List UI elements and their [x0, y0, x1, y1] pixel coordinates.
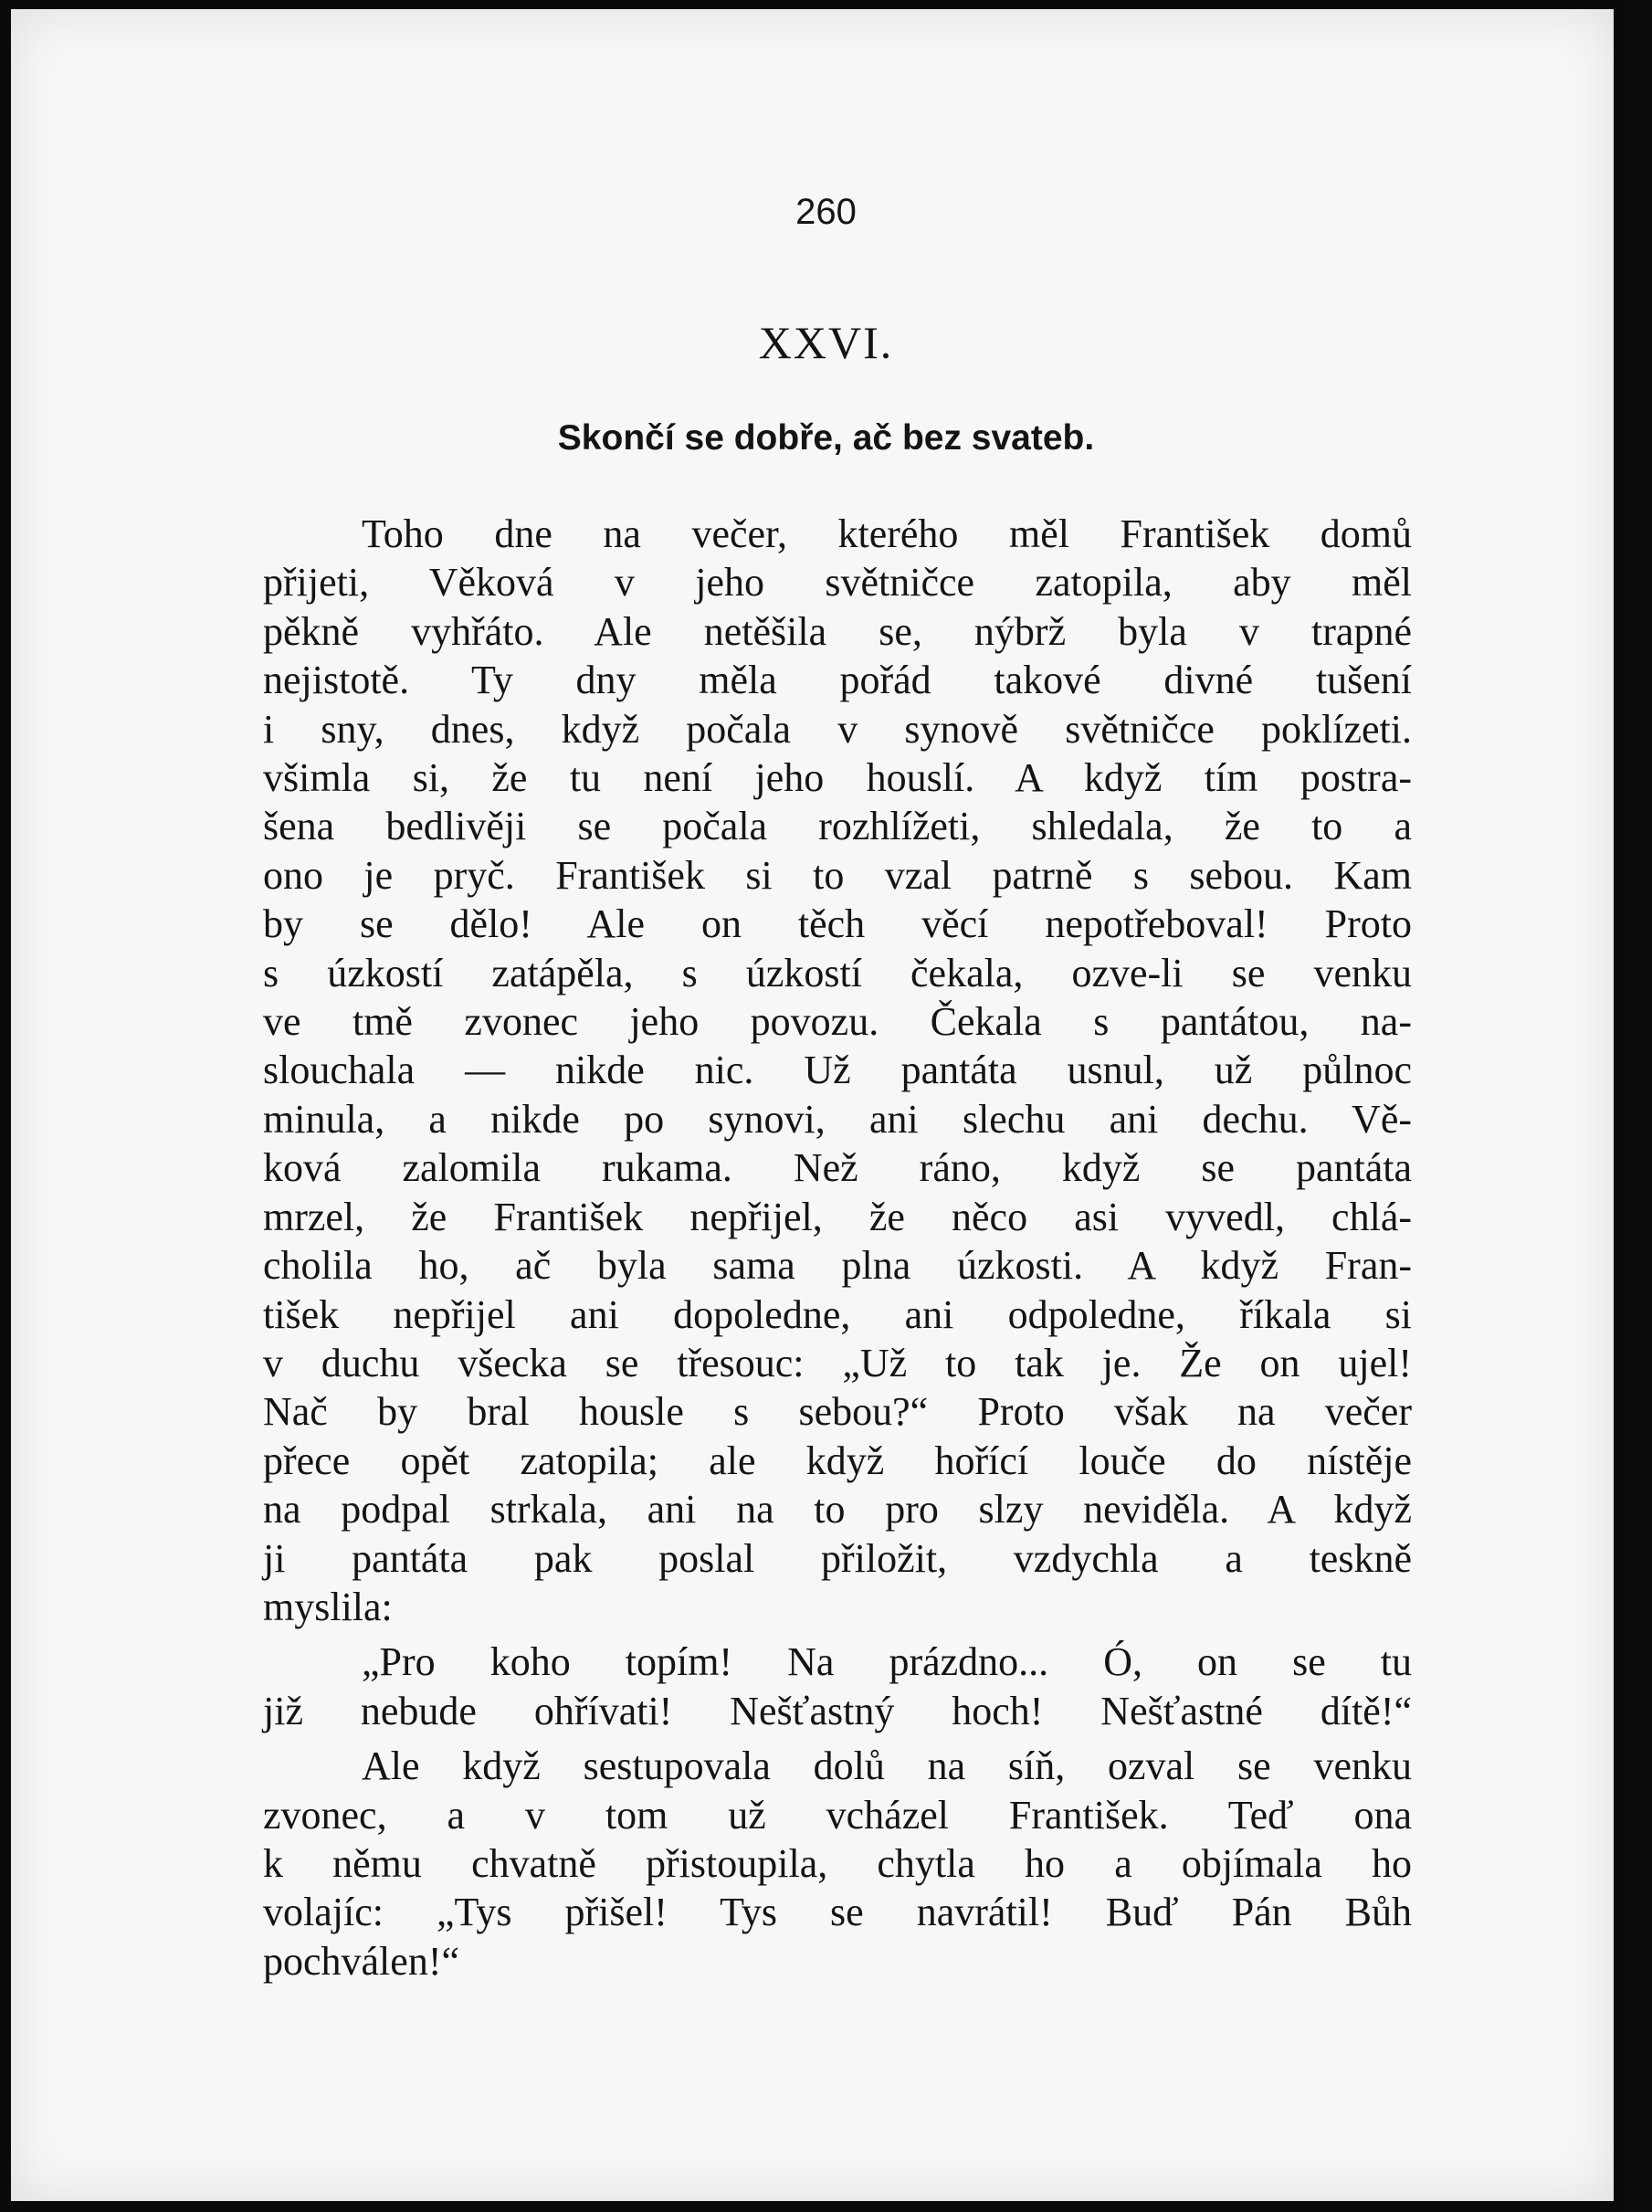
text-line: ono je pryč. František si to vzal patrně s sebou. Kam [263, 852, 1412, 898]
text-line: již nebude ohřívati! Nešťastný hoch! Nešťastné dítě!“ [263, 1688, 1412, 1733]
text-line: přece opět zatopila; ale když hořící louče do nístěje [263, 1438, 1412, 1483]
text-line: pochválen!“ [263, 1938, 459, 1984]
text-line: „Pro koho topím! Na prázdno... Ó, on se tu [362, 1639, 1412, 1685]
paragraph-3 [263, 1742, 1412, 1986]
text-line: přijeti, Věková v jeho světničce zatopila, aby měl [263, 560, 1412, 606]
chapter-title: Skončí se dobře, ač bez svateb. [557, 418, 1095, 458]
text-line: myslila: [263, 1584, 393, 1629]
text-line: na podpal strkala, ani na to pro slzy neviděla. A když [263, 1487, 1412, 1533]
page-number: 260 [795, 192, 857, 232]
body-text [263, 510, 1412, 1992]
chapter-number: XXVI. [758, 317, 894, 368]
text-line: Toho dne na večer, kterého měl František domů [362, 511, 1412, 556]
text-line: pěkně vyhřáto. Ale netěšila se, nýbrž byla v trapné [263, 608, 1412, 654]
text-line: nejistotě. Ty dny měla pořád takové divné tušení [263, 658, 1412, 703]
text-line: v duchu všecka se třesouc: „Už to tak je. Že on ujel! [263, 1340, 1412, 1385]
text-line: k němu chvatně přistoupila, chytla ho a objímala ho [263, 1840, 1412, 1886]
text-line: ve tmě zvonec jeho povozu. Čekala s pantátou, na- [263, 999, 1412, 1045]
text-line: minula, a nikde po synovi, ani slechu ani dechu. Vě- [263, 1096, 1412, 1142]
paragraph-2 [263, 1638, 1412, 1735]
text-line: volajíc: „Tys přišel! Tys se navrátil! Buď Pán Bůh [263, 1890, 1412, 1935]
text-line: ji pantáta pak poslal přiložit, vzdychla a teskně [263, 1535, 1412, 1581]
text-line: Ale když sestupovala dolů na síň, ozval se venku [362, 1743, 1412, 1789]
text-line: slouchala — nikde nic. Už pantáta usnul, už půlnoc [263, 1048, 1412, 1093]
text-line: ková zalomila rukama. Než ráno, když se pantáta [263, 1145, 1412, 1191]
text-line: by se dělo! Ale on těch věcí nepotřeboval! Proto [263, 901, 1412, 947]
text-line: cholila ho, ač byla sama plna úzkosti. A když Fran- [263, 1243, 1412, 1289]
text-line: všimla si, že tu není jeho houslí. A když tím postra- [263, 755, 1412, 801]
paragraph-1 [263, 510, 1412, 1631]
text-line: šena bedlivěji se počala rozhlížeti, shledala, že to a [263, 804, 1412, 849]
text-line: i sny, dnes, když počala v synově světničce poklízeti. [263, 706, 1412, 752]
text-line: zvonec, a v tom už vcházel František. Teď ona [263, 1792, 1412, 1838]
text-line: tišek nepřijel ani dopoledne, ani odpoledne, říkala si [263, 1291, 1412, 1337]
text-line: mrzel, že František nepřijel, že něco asi vyvedl, chlá- [263, 1194, 1412, 1239]
text-line: Nač by bral housle s sebou?“ Proto však na večer [263, 1389, 1412, 1435]
text-line: s úzkostí zatápěla, s úzkostí čekala, ozve-li se venku [263, 950, 1412, 995]
